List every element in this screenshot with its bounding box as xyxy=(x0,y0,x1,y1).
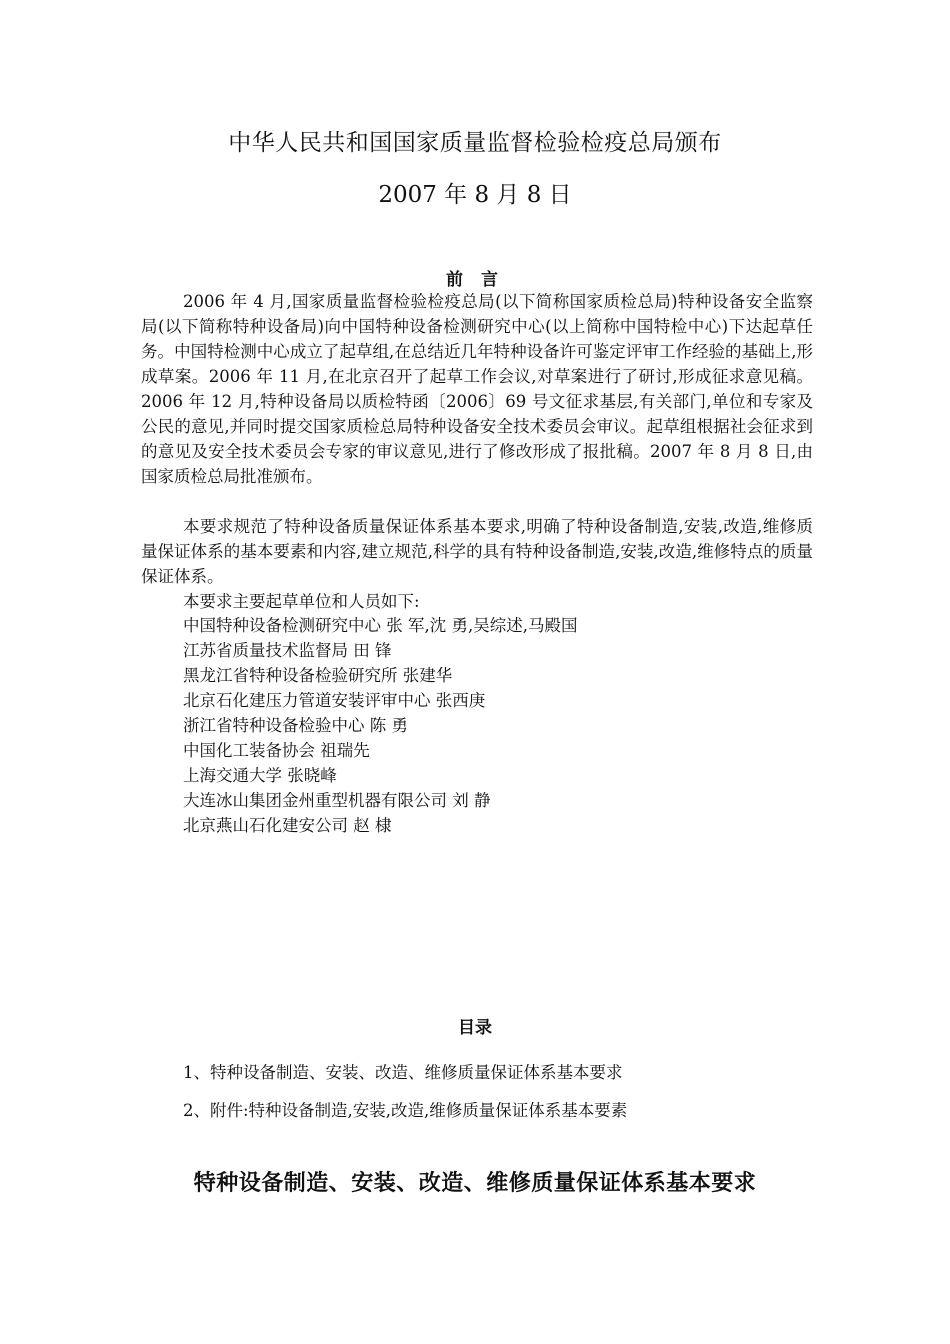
main-title: 特种设备制造、安装、改造、维修质量保证体系基本要求 xyxy=(193,1170,757,1196)
drafter-item: 中国特种设备检测研究中心 张 军,沈 勇,吴综述,马殿国 xyxy=(183,616,578,635)
issue-date: 2007 年 8 月 8 日 xyxy=(378,182,572,208)
drafter-list xyxy=(183,613,577,838)
drafter-item: 上海交通大学 张晓峰 xyxy=(183,766,337,785)
toc-item-1[interactable]: 1、特种设备制造、安装、改造、维修质量保证体系基本要求 xyxy=(183,1063,623,1082)
preface-paragraph-2 xyxy=(141,514,813,589)
preface-paragraph-3 xyxy=(141,589,813,614)
drafter-item: 浙江省特种设备检验中心 陈 勇 xyxy=(183,716,408,735)
preface-paragraph-text: 2006 年 4 月,国家质量监督检验检疫总局(以下简称国家质检总局)特种设备安全监察局(以下简称特种设备局)向中国特种设备检测研究中心(以上简称中国特检中心)下达起草任务。中国特检测中心成立了起草组,在总结近几年特种设备许可鉴定评审工作经验的基础上,形成草案。2006 年 11 月,在北京召开了起草工作会议,对草案进行了研讨,形成征求意见稿。2006 年 12 月,特种设备局以质检特函〔2006〕69 号文征求基层,有关部门,单位和专家及公民的意见,并同时提交国家质检总局特种设备安全技术委员会审议。起草组根据社会征求到的意见及安全技术委员会专家的审议意见,进行了修改形成了报批稿。2007 年 8 月 8 日,由国家质检总局批准颁布。 xyxy=(141,292,813,486)
drafter-item: 江苏省质量技术监督局 田 锋 xyxy=(183,641,392,660)
preface-paragraph-text: 本要求规范了特种设备质量保证体系基本要求,明确了特种设备制造,安装,改造,维修质量保证体系的基本要素和内容,建立规范,科学的具有特种设备制造,安装,改造,维修特点的质量保证体系。 xyxy=(141,517,813,586)
drafter-item: 北京燕山石化建安公司 赵 棣 xyxy=(183,816,392,835)
drafter-item: 中国化工装备协会 祖瑞先 xyxy=(183,741,370,760)
preface-paragraph-1 xyxy=(141,289,813,489)
toc-item-2[interactable]: 2、附件:特种设备制造,安装,改造,维修质量保证体系基本要素 xyxy=(183,1101,628,1120)
drafter-item: 北京石化建压力管道安装评审中心 张西庚 xyxy=(183,691,486,710)
preface-heading: 前 言 xyxy=(446,270,504,290)
toc-heading: 目录 xyxy=(458,1018,492,1038)
drafter-item: 黑龙江省特种设备检验研究所 张建华 xyxy=(183,666,453,685)
drafter-item: 大连冰山集团金州重型机器有限公司 刘 静 xyxy=(183,791,491,810)
issuer-line: 中华人民共和国国家质量监督检验检疫总局颁布 xyxy=(228,130,722,156)
preface-paragraph-text: 本要求主要起草单位和人员如下: xyxy=(183,592,420,611)
